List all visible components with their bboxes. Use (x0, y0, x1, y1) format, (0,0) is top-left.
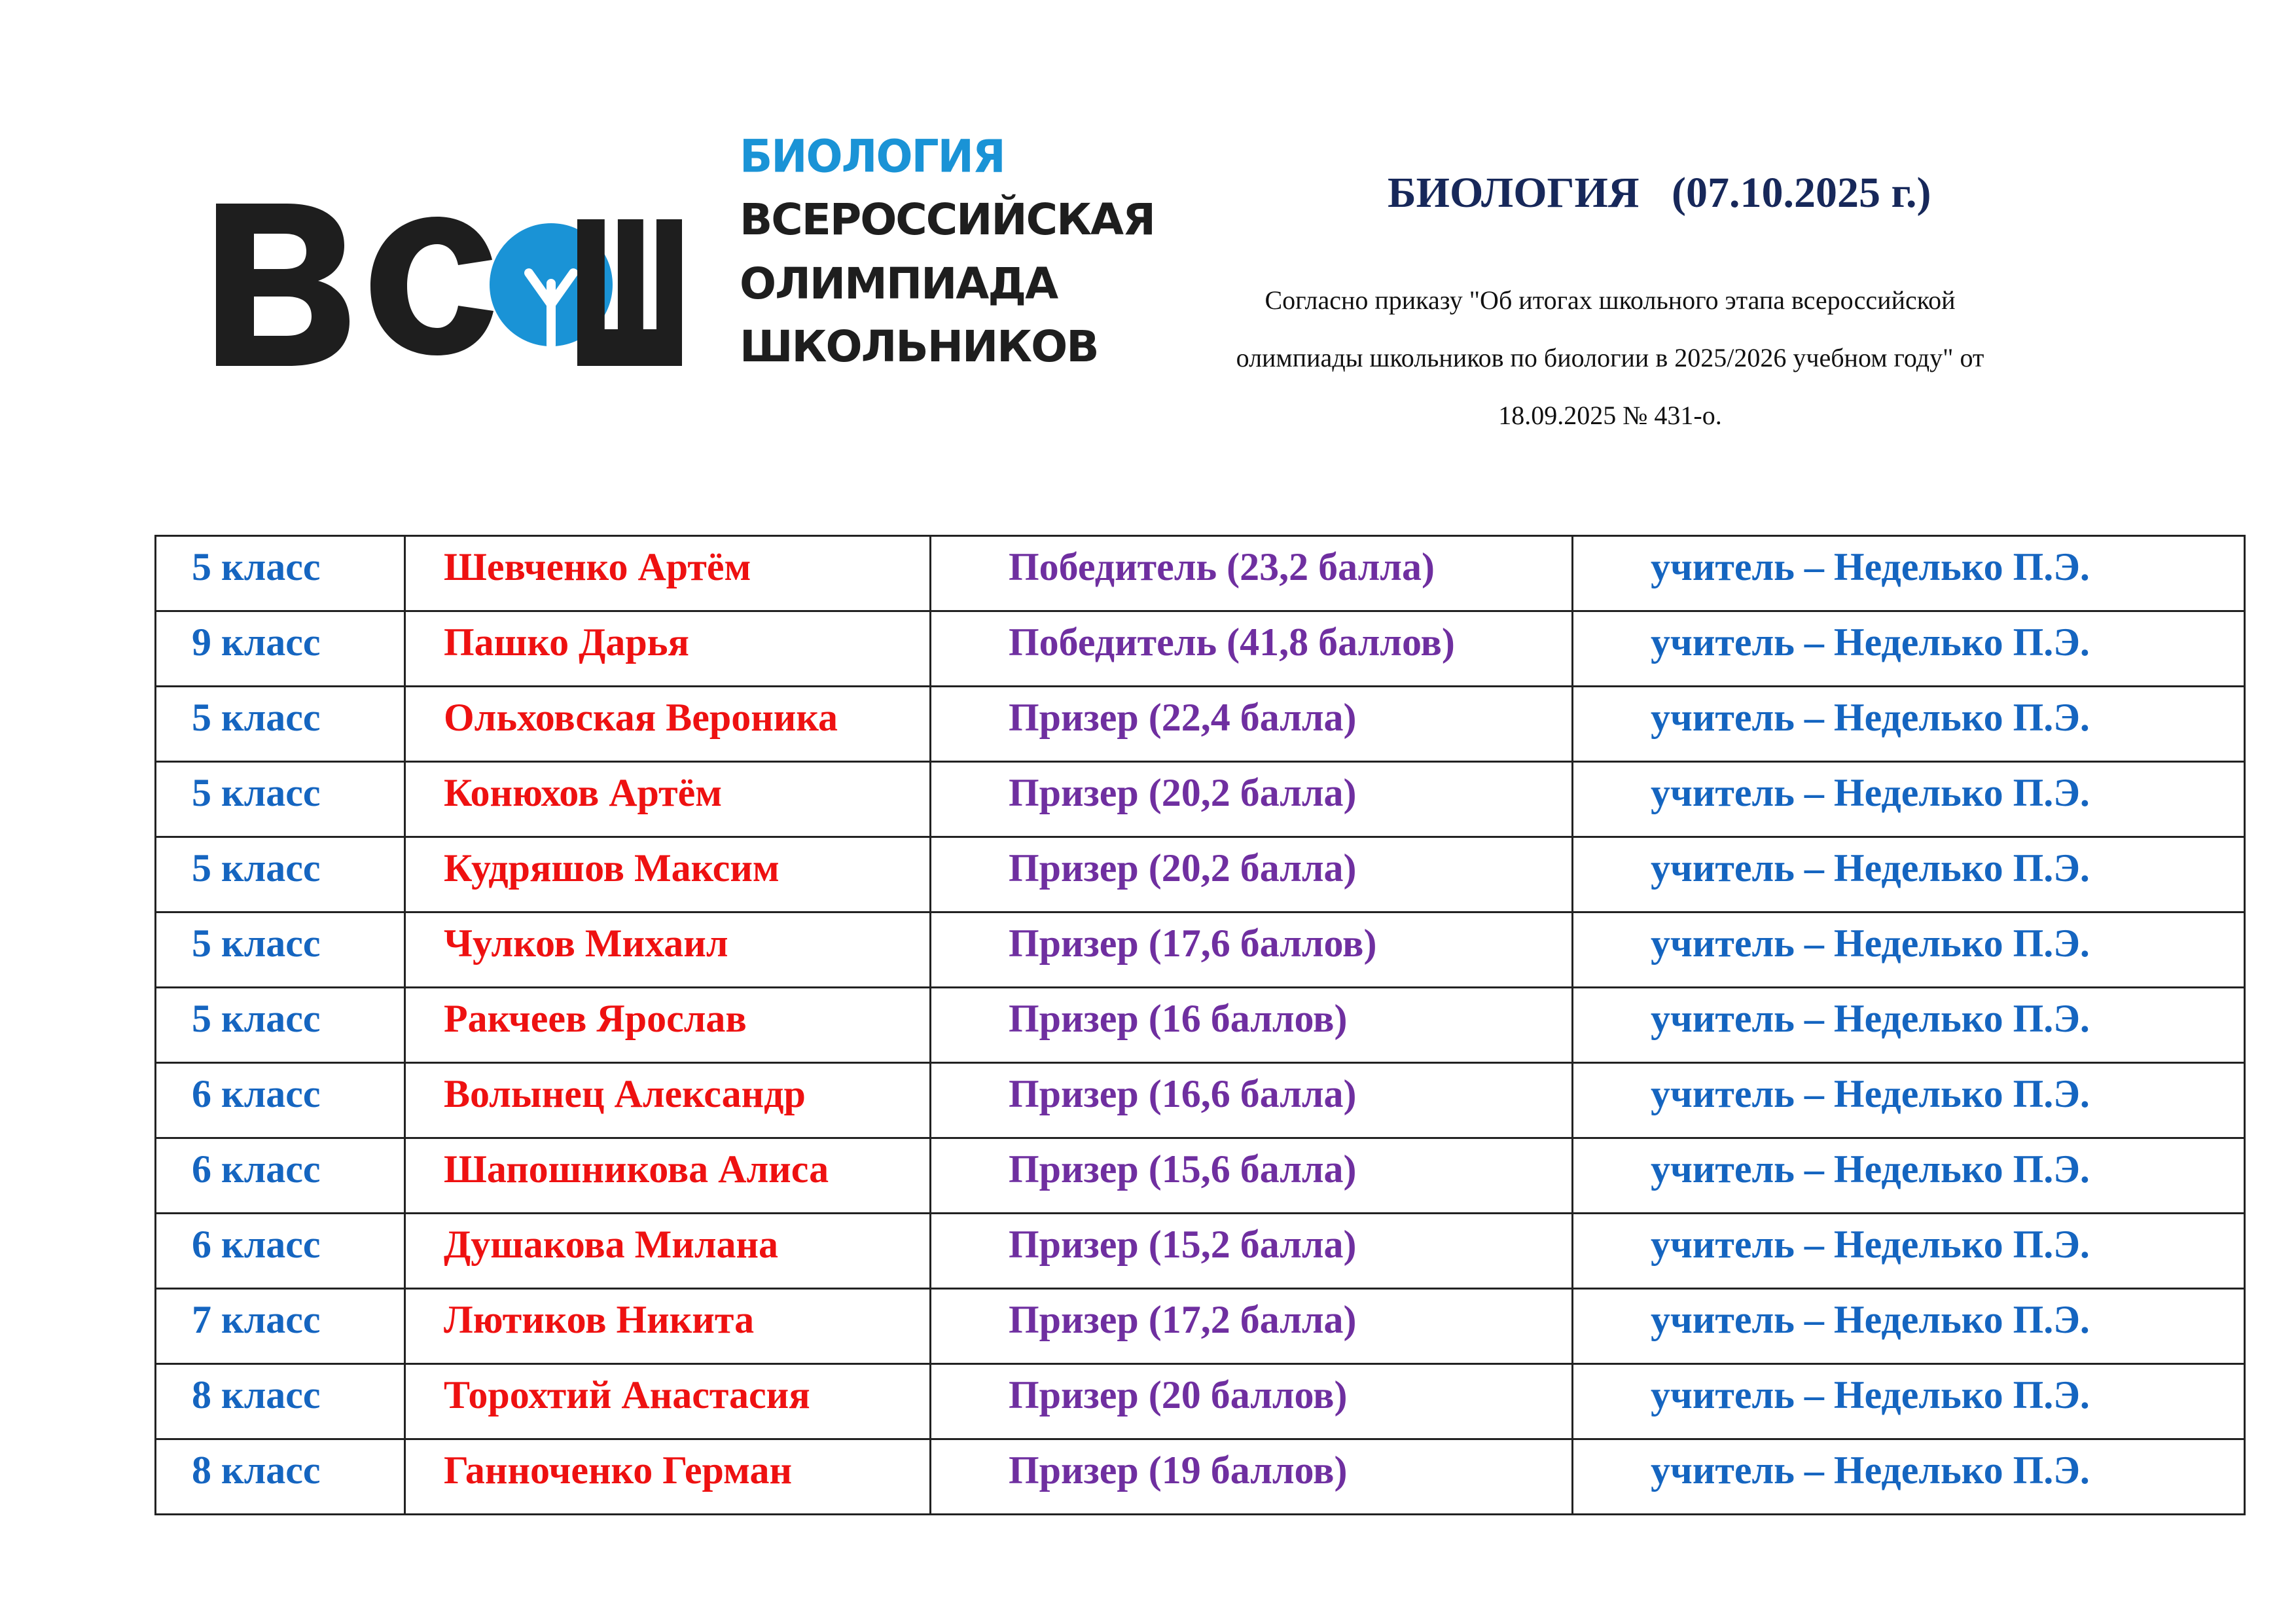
student-name-cell (405, 536, 931, 611)
grade-cell-text: 5 класс (192, 846, 321, 890)
result-cell-text: Призер (16,6 балла) (1009, 1072, 1357, 1115)
teacher-cell-text: учитель – Неделько П.Э. (1651, 696, 2090, 739)
student-name-cell-text: Чулков Михаил (444, 922, 728, 965)
result-cell-text: Победитель (41,8 баллов) (1009, 621, 1455, 664)
result-cell-text: Призер (19 баллов) (1009, 1449, 1348, 1492)
logo-text-line-3: ШКОЛЬНИКОВ (740, 321, 1098, 372)
student-name-cell (405, 1063, 931, 1138)
teacher-cell-text: учитель – Неделько П.Э. (1651, 771, 2090, 814)
table-row (156, 762, 2245, 837)
student-name-cell (405, 1289, 931, 1364)
student-name-cell-text: Шапошникова Алиса (444, 1147, 829, 1191)
teacher-cell-text: учитель – Неделько П.Э. (1651, 545, 2090, 588)
grade-cell-text: 5 класс (192, 696, 321, 739)
grade-cell (156, 1364, 405, 1439)
grade-cell-text: 5 класс (192, 997, 321, 1040)
grade-cell (156, 536, 405, 611)
grade-cell-text: 6 класс (192, 1072, 321, 1115)
teacher-cell-text: учитель – Неделько П.Э. (1651, 621, 2090, 664)
vsosh-logo (216, 130, 1155, 383)
logo-text-line-1: ВСЕРОССИЙСКАЯ (740, 194, 1155, 245)
teacher-cell-text: учитель – Неделько П.Э. (1651, 1298, 2090, 1341)
teacher-cell (1573, 837, 2245, 912)
grade-cell (156, 1138, 405, 1214)
table-row (156, 988, 2245, 1063)
table-row (156, 611, 2245, 687)
result-cell-text: Призер (20 баллов) (1009, 1373, 1348, 1416)
grade-cell (156, 1439, 405, 1515)
teacher-cell (1573, 687, 2245, 762)
table-row (156, 1138, 2245, 1214)
grade-cell (156, 1289, 405, 1364)
grade-cell (156, 762, 405, 837)
table-row (156, 1063, 2245, 1138)
student-name-cell (405, 1138, 931, 1214)
student-name-cell (405, 1214, 931, 1289)
teacher-cell-text: учитель – Неделько П.Э. (1651, 846, 2090, 890)
grade-cell (156, 837, 405, 912)
logo-letter-s (370, 217, 493, 355)
result-cell (931, 912, 1573, 988)
result-cell-text: Призер (17,6 баллов) (1009, 922, 1377, 965)
teacher-cell (1573, 1063, 2245, 1138)
student-name-cell-text: Кудряшов Максим (444, 846, 780, 890)
result-cell-text: Призер (15,6 балла) (1009, 1147, 1357, 1191)
logo-letter-v (216, 204, 350, 366)
student-name-cell-text: Душакова Милана (444, 1223, 779, 1266)
teacher-cell (1573, 1214, 2245, 1289)
logo-text-line-2: ОЛИМПИАДА (740, 259, 1058, 309)
logo-subject-label: БИОЛОГИЯ (740, 130, 1005, 183)
result-cell-text: Призер (16 баллов) (1009, 997, 1348, 1040)
student-name-cell-text: Лютиков Никита (444, 1298, 755, 1341)
student-name-cell (405, 988, 931, 1063)
teacher-cell (1573, 988, 2245, 1063)
student-name-cell-text: Конюхов Артём (444, 771, 723, 814)
student-name-cell (405, 1439, 931, 1515)
result-cell (931, 988, 1573, 1063)
student-name-cell-text: Шевченко Артём (444, 545, 751, 588)
teacher-cell (1573, 1289, 2245, 1364)
vsosh-logo-mark (216, 200, 682, 370)
table-row (156, 1214, 2245, 1289)
logo-letter-sh (577, 219, 682, 366)
teacher-cell (1573, 611, 2245, 687)
grade-cell-text: 9 класс (192, 621, 321, 664)
grade-cell (156, 687, 405, 762)
teacher-cell (1573, 762, 2245, 837)
student-name-cell-text: Ракчеев Ярослав (444, 997, 747, 1040)
student-name-cell (405, 687, 931, 762)
table-row (156, 1439, 2245, 1515)
student-name-cell-text: Торохтий Анастасия (444, 1373, 810, 1416)
results-table (154, 535, 2246, 1515)
table-row (156, 837, 2245, 912)
grade-cell-text: 5 класс (192, 922, 321, 965)
student-name-cell-text: Ольховская Вероника (444, 696, 838, 739)
result-cell (931, 762, 1573, 837)
student-name-cell (405, 912, 931, 988)
result-cell (931, 1063, 1573, 1138)
grade-cell (156, 912, 405, 988)
grade-cell-text: 6 класс (192, 1223, 321, 1266)
result-cell-text: Призер (15,2 балла) (1009, 1223, 1357, 1266)
result-cell (931, 1439, 1573, 1515)
grade-cell-text: 8 класс (192, 1449, 321, 1492)
student-name-cell (405, 837, 931, 912)
result-cell-text: Призер (17,2 балла) (1009, 1298, 1357, 1341)
teacher-cell-text: учитель – Неделько П.Э. (1651, 922, 2090, 965)
grade-cell-text: 7 класс (192, 1298, 321, 1341)
result-cell (931, 1364, 1573, 1439)
teacher-cell (1573, 1364, 2245, 1439)
grade-cell (156, 1063, 405, 1138)
document-title: БИОЛОГИЯ (07.10.2025 г.) (1388, 169, 1931, 217)
result-cell-text: Победитель (23,2 балла) (1009, 545, 1435, 588)
student-name-cell (405, 1364, 931, 1439)
result-cell (931, 536, 1573, 611)
teacher-cell (1573, 1138, 2245, 1214)
student-name-cell-text: Волынец Александр (444, 1072, 806, 1115)
teacher-cell-text: учитель – Неделько П.Э. (1651, 1373, 2090, 1416)
teacher-cell-text: учитель – Неделько П.Э. (1651, 1072, 2090, 1115)
results-table-body (156, 536, 2245, 1515)
teacher-cell-text: учитель – Неделько П.Э. (1651, 997, 2090, 1040)
result-cell (931, 1289, 1573, 1364)
student-name-cell-text: Пашко Дарья (444, 621, 689, 664)
order-reference-text: Согласно приказу "Об итогах школьного этапа всероссийской олимпиады школьников по биологии в 2025/2026 учебном году" от 18.09.2025 № 431-о. (1236, 285, 1984, 430)
table-row (156, 1364, 2245, 1439)
teacher-cell-text: учитель – Неделько П.Э. (1651, 1147, 2090, 1191)
table-row (156, 912, 2245, 988)
grade-cell-text: 6 класс (192, 1147, 321, 1191)
student-name-cell (405, 762, 931, 837)
grade-cell-text: 5 класс (192, 771, 321, 814)
result-cell-text: Призер (20,2 балла) (1009, 771, 1357, 814)
grade-cell (156, 611, 405, 687)
result-cell (931, 687, 1573, 762)
grade-cell-text: 8 класс (192, 1373, 321, 1416)
student-name-cell (405, 611, 931, 687)
grade-cell (156, 988, 405, 1063)
table-row (156, 1289, 2245, 1364)
result-cell (931, 611, 1573, 687)
teacher-cell-text: учитель – Неделько П.Э. (1651, 1223, 2090, 1266)
table-row (156, 687, 2245, 762)
grade-cell (156, 1214, 405, 1289)
result-cell-text: Призер (20,2 балла) (1009, 846, 1357, 890)
result-cell (931, 1138, 1573, 1214)
grade-cell-text: 5 класс (192, 545, 321, 588)
teacher-cell (1573, 536, 2245, 611)
result-cell (931, 1214, 1573, 1289)
result-cell-text: Призер (22,4 балла) (1009, 696, 1357, 739)
teacher-cell-text: учитель – Неделько П.Э. (1651, 1449, 2090, 1492)
table-row (156, 536, 2245, 611)
result-cell (931, 837, 1573, 912)
student-name-cell-text: Ганноченко Герман (444, 1449, 793, 1492)
teacher-cell (1573, 912, 2245, 988)
teacher-cell (1573, 1439, 2245, 1515)
